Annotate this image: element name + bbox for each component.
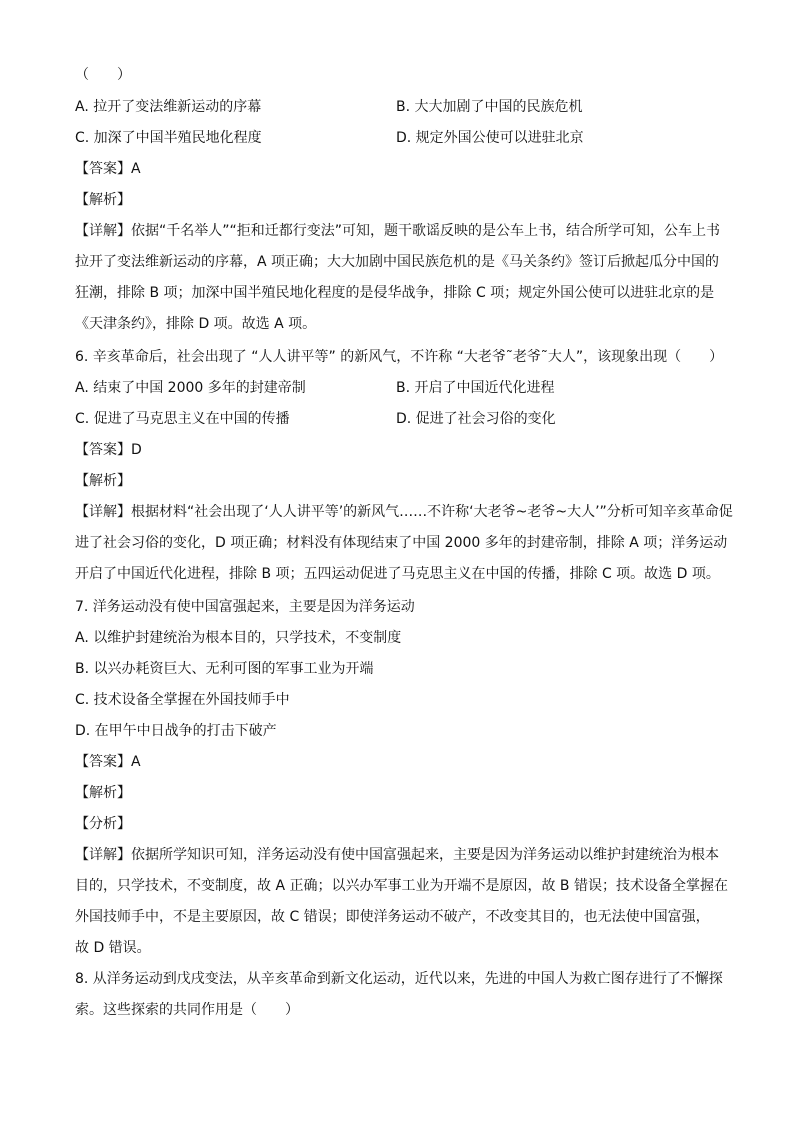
q6-detail-line: 进了社会习俗的变化，D 项正确；材料没有体现结束了中国 2000 多年的封建帝制，排除 A 项；洋务运动 [75,535,728,551]
q7-option-d: D. 在甲午中日战争的打击下破产 [75,723,277,739]
q7-option-a: A. 以维护封建统治为根本目的，只学技术，不变制度 [75,630,402,646]
q5-option-b: B. 大大加剧了中国的民族危机 [396,99,583,115]
q7-detail-line: 目的，只学技术，不变制度，故 A 正确；以兴办军事工业为开端不是原因，故 B 错误；技术设备全掌握在 [75,878,728,894]
q5-detail-line: 狂潮，排除 B 项；加深中国半殖民地化程度的是侵华战争，排除 C 项；规定外国公使可以进驻北京的是 [75,285,715,301]
q8-stem-line: 索。这些探索的共同作用是（ ） [75,1002,299,1018]
q6-detail-line: 开启了中国近代化进程，排除 B 项；五四运动促进了马克思主义在中国的传播，排除 C 项。故选 D 项。 [75,566,720,582]
q8-stem [75,964,723,1026]
q6-option-d: D. 促进了社会习俗的变化 [396,411,556,427]
q5-analysis-label: 【解析】 [75,192,131,208]
q5-detail [75,216,720,340]
q7-detail-line: 故 D 错误。 [75,940,151,956]
q7-stem: 7. 洋务运动没有使中国富强起来，主要是因为洋务运动 [75,599,415,615]
q5-option-c: C. 加深了中国半殖民地化程度 [75,130,262,146]
q6-detail-line: 【详解】根据材料“社会出现了‘人人讲平等’的新风气……不许称‘大老爷~老爷~大人’”分析可知辛亥革命促 [75,504,733,520]
q6-option-c: C. 促进了马克思主义在中国的传播 [75,411,290,427]
q7-detail-line: 【详解】依据所学知识可知，洋务运动没有使中国富强起来，主要是因为洋务运动以维护封建统治为根本 [75,847,719,863]
q6-stem: 6. 辛亥革命后，社会出现了 “人人讲平等” 的新风气，不许称 “大老爷˜老爷˜大人”，该现象出现（ ） [75,349,724,365]
q5-answer: 【答案】A [75,161,141,177]
q7-answer: 【答案】A [75,754,141,770]
q7-option-c: C. 技术设备全掌握在外国技师手中 [75,692,290,708]
q7-detail [75,840,728,964]
q5-option-d: D. 规定外国公使可以进驻北京 [396,130,584,146]
q6-option-b: B. 开启了中国近代化进程 [396,380,555,396]
q5-option-a: A. 拉开了变法维新运动的序幕 [75,99,262,115]
q6-answer: 【答案】D [75,442,142,458]
q5-detail-line: 拉开了变法维新运动的序幕，A 项正确；大大加剧中国民族危机的是《马关条约》签订后掀起瓜分中国的 [75,254,720,270]
q6-option-a: A. 结束了中国 2000 多年的封建帝制 [75,380,306,396]
q7-option-b: B. 以兴办耗资巨大、无利可图的军事工业为开端 [75,661,374,677]
q6-detail [75,497,733,590]
q8-stem-line: 8. 从洋务运动到戊戌变法，从辛亥革命到新文化运动，近代以来，先进的中国人为救亡图存进行了不懈探 [75,971,723,987]
q7-analysis-label: 【解析】 [75,785,131,801]
q5-detail-line: 【详解】依据“千名举人”“拒和迁都行变法”可知，题干歌谣反映的是公车上书，结合所学可知，公车上书 [75,223,721,239]
q5-stem-tail: （ ） [75,67,131,83]
q5-detail-line: 《天津条约》，排除 D 项。故选 A 项。 [75,316,317,332]
q7-detail-line: 外国技师手中，不是主要原因，故 C 错误；即使洋务运动不破产，不改变其目的，也无法使中国富强， [75,909,710,925]
q6-analysis-label: 【解析】 [75,473,131,489]
q7-analyze-label: 【分析】 [75,816,131,832]
